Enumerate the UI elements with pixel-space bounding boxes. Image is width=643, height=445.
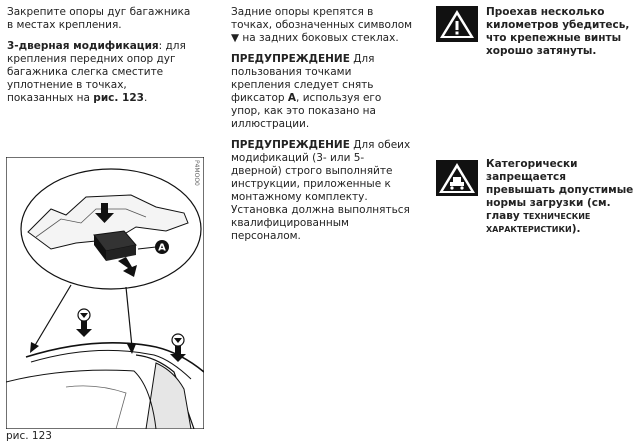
chapter-reference: ТЕХНИЧЕСКИЕ ХАРАКТЕРИСТИКИ: [486, 212, 591, 234]
warning-text-2: Для обеих модификаций (3- или 5-дверной) строго выполняйте инструкции, приложенные к монтажному комплекту. Установка должна выполняться квалифицированным персоналом.: [231, 139, 411, 242]
warning-paragraph-1: [231, 53, 413, 131]
column-middle: [231, 6, 413, 251]
figure-reference: рис. 123: [93, 92, 144, 104]
warning-text-screws: Проехав несколько километров убедитесь, что крепежные винты хорошо затянуты.: [486, 6, 630, 57]
warning-triangle-icon: [436, 6, 478, 42]
load-warning-icon: [436, 160, 478, 196]
warning-text-1: Для пользования точками крепления следует снять фиксатор: [231, 53, 375, 104]
warning-text-1-end: , используя его упор, как это показано на иллюстрации.: [231, 92, 382, 130]
warning-label-2: ПРЕДУПРЕЖДЕНИЕ: [231, 139, 350, 151]
warning-block-load: [436, 158, 636, 236]
paragraph-3door: [7, 40, 195, 105]
figure-caption: рис. 123: [6, 430, 52, 442]
column-left: [7, 6, 195, 113]
fixator-letter: A: [287, 92, 297, 104]
label-a-text: A: [158, 242, 166, 254]
warning-label-1: ПРЕДУПРЕЖДЕНИЕ: [231, 53, 350, 65]
warning-paragraph-2: [231, 139, 413, 243]
paragraph-attach: Закрепите опоры дуг багажника в местах крепления.: [7, 6, 191, 31]
warning-text-load-end: ).: [571, 223, 581, 235]
paragraph-3door-text: : для крепления передних опор дуг багажника слегка сместите уплотнение в точках, показанных на: [7, 40, 186, 104]
figure-side-code: P4MOO0: [193, 160, 200, 186]
paragraph-3door-title: 3-дверная модификация: [7, 40, 159, 52]
paragraph-3door-end: .: [143, 92, 148, 104]
warning-text-load-main: Категорически запрещается превышать допустимые нормы загрузки (см. главу: [486, 158, 634, 222]
roof-rack-figure: [6, 157, 204, 429]
warning-block-screws: [436, 6, 636, 58]
paragraph-rear-supports: Задние опоры крепятся в точках, обозначенных символом ▼ на задних боковых стеклах.: [231, 6, 413, 44]
